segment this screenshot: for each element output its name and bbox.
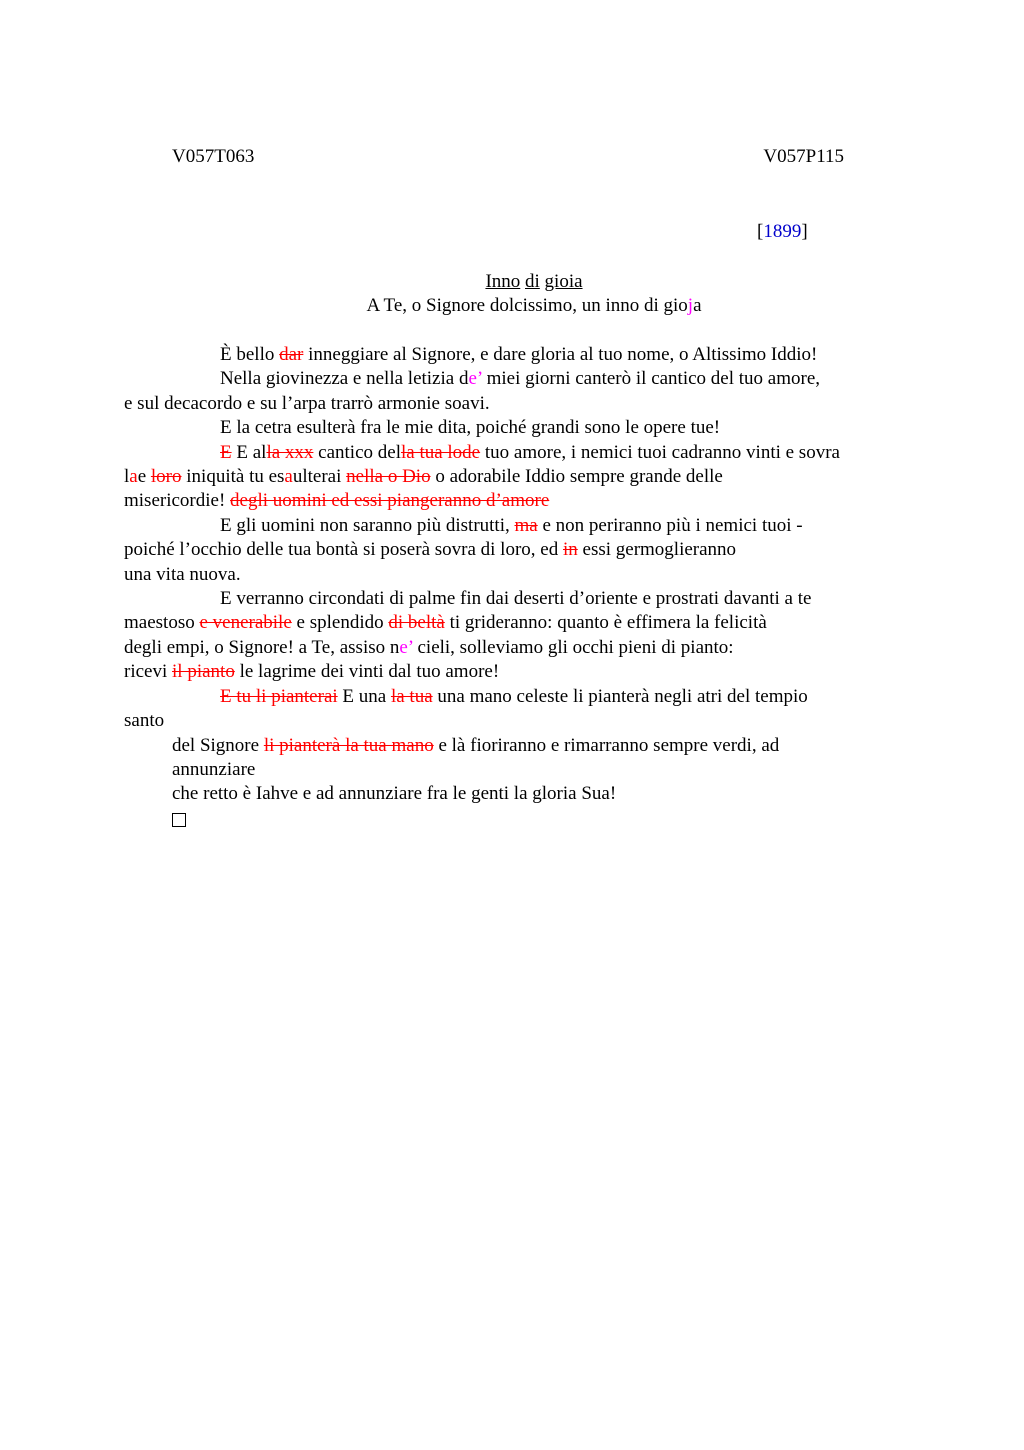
paragraph: E verranno circondati di palme fin dai deserti d’oriente e prostrati davanti a te maestoso e venerabile e splendido di beltà ti grideranno: quanto è effimera la felicità degli empi, o Signore! a Te, assiso ne’ cieli, solleviamo gli occhi pieni di pianto: ricevi il pianto le lagrime dei vinti dal tuo amore!	[124, 588, 812, 683]
deleted-text: E tu li pianterai	[220, 685, 338, 707]
deleted-text: li pianterà la tua mano	[263, 734, 434, 756]
date-label: [1899]	[757, 221, 808, 242]
paragraph: che retto è Iahve e ad annunziare fra le genti la gloria Sua!	[172, 783, 617, 805]
end-square-icon	[172, 813, 186, 827]
title-block	[172, 270, 896, 318]
deleted-text: E	[220, 441, 232, 463]
poem-subtitle: A Te, o Signore dolcissimo, un inno di gioja	[366, 295, 702, 316]
deleted-text: la tua lode	[400, 441, 481, 463]
deleted-text: degli uomini ed essi piangeranno d’amore	[230, 490, 550, 512]
paragraph: E gli uomini non saranno più distrutti, ma e non periranno più i nemici tuoi - poiché l’occhio delle tua bontà si poserà sovra di loro, ed in essi germoglieranno una vita nuova.	[124, 514, 803, 585]
paragraph: del Signore li pianterà la tua mano e là fioriranno e rimarranno sempre verdi, ad annunziare	[172, 734, 780, 780]
deleted-text: dar	[279, 344, 304, 365]
poem-title: Inno di gioia	[485, 271, 583, 292]
deleted-text: ma	[514, 514, 538, 536]
paragraph: E tu li pianterai E una la tua una mano celeste li pianterà negli atri del tempio santo	[124, 685, 808, 732]
paragraph: Nella giovinezza e nella letizia de’ miei giorni canterò il cantico del tuo amore, e sul decacordo e su l’arpa trarrò armonie soavi.	[124, 368, 821, 414]
inserted-text: e’	[468, 368, 482, 390]
deleted-text: in	[562, 539, 578, 561]
date-year: 1899	[763, 221, 802, 242]
deleted-text: nella o Dio	[346, 466, 431, 488]
corrected-text: a	[129, 466, 138, 488]
deleted-text: il pianto	[172, 661, 235, 683]
deleted-text: la tua	[390, 685, 433, 707]
deleted-text: e venerabile	[199, 612, 292, 634]
deleted-text: di beltà	[388, 612, 445, 634]
poem-body	[124, 343, 896, 827]
deleted-text: loro	[150, 466, 182, 488]
page-code: V057P115	[763, 146, 844, 167]
document-header	[172, 146, 844, 170]
inserted-text: e’	[399, 636, 413, 658]
deleted-text: la xxx	[266, 441, 314, 463]
paragraph: E la cetra esulterà fra le mie dita, poiché grandi sono le opere tue!	[220, 417, 721, 439]
corrected-text: a	[284, 466, 293, 488]
text-code: V057T063	[172, 146, 255, 167]
paragraph: E E alla xxx cantico della tua lode tuo amore, i nemici tuoi cadranno vinti e sovra lae loro iniquità tu esaulterai nella o Dio o adorabile Iddio sempre grande delle misericordie! degli uomini ed essi piangeranno d’amore	[124, 441, 840, 512]
inserted-text: j	[687, 295, 694, 316]
paragraph: È bello dar inneggiare al Signore, e dare gloria al tuo nome, o Altissimo Iddio!	[220, 344, 818, 365]
